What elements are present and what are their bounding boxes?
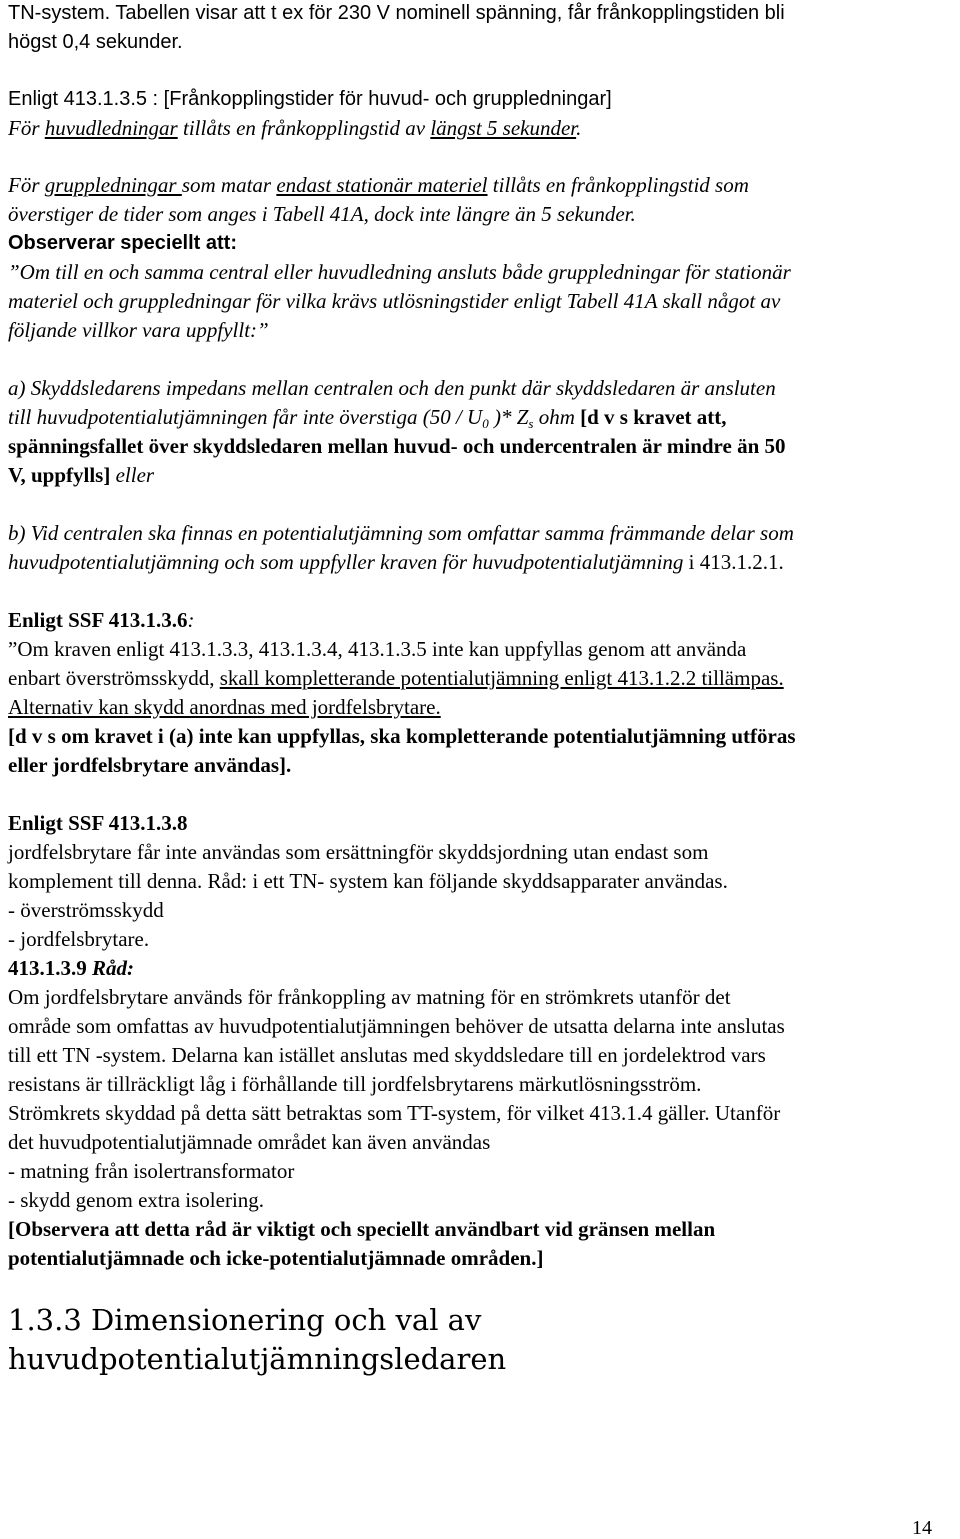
observera-note-line-2: potentialutjämnade och icke-potentialutjämnade områden.]: [8, 1246, 544, 1270]
rad-list-item-1: - matning från isolertransformator: [8, 1159, 295, 1183]
condition-a-line-2: [8, 405, 727, 431]
page-number: 14: [912, 1517, 932, 1539]
condition-a-line-3: spänningsfallet över skyddsledaren mellan huvud- och undercentralen är mindre än 50: [8, 434, 786, 458]
ssf-quote-line-2: [8, 668, 784, 689]
quote-line-2: materiel och gruppledningar för vilka krävs utlösningstider enligt Tabell 41A skall något av: [8, 289, 781, 313]
observera-note-line-1: [Observera att detta råd är viktigt och speciellt användbart vid gränsen mellan: [8, 1217, 716, 1241]
heading-413139: [8, 958, 134, 979]
section-heading-line-2: huvudpotentialutjämningsledaren: [8, 1342, 507, 1376]
intro-line-2: högst 0,4 sekunder.: [8, 31, 183, 53]
section-heading-line-1: 1.3.3 Dimensionering och val av: [8, 1303, 482, 1337]
bold-italic-run: Råd:: [92, 956, 134, 980]
text-run: tillåts en frånkopplingstid som: [487, 173, 749, 197]
heading-413138: Enligt SSF 413.1.3.8: [8, 811, 188, 835]
quote-line-3: följande villkor vara uppfyllt:”: [8, 318, 269, 342]
ssf-quote-line-1: ”Om kraven enligt 413.1.3.3, 413.1.3.4, 413.1.3.5 inte kan uppfyllas genom att använda: [8, 637, 747, 661]
ssf-quote-line-3: Alternativ kan skydd anordnas med jordfelsbrytare.: [8, 695, 441, 719]
jfb-line-1: jordfelsbrytare får inte användas som ersättningför skyddsjordning utan endast som: [8, 840, 709, 864]
text-run: För: [8, 173, 45, 197]
text-run: tillåts en frånkopplingstid av: [177, 116, 431, 140]
text-run: i 413.1.2.1.: [683, 550, 784, 574]
observerar-label: Observerar speciellt att:: [8, 232, 237, 254]
text-run: För: [8, 116, 45, 140]
underlined-run: längst 5 sekunder: [430, 116, 577, 140]
condition-a-line-4: [8, 465, 154, 486]
underlined-run: gruppledningar: [44, 173, 182, 197]
ssf-note-line-2: eller jordfelsbrytare användas].: [8, 753, 292, 777]
text-run: .: [576, 116, 582, 140]
jfb-list-item-1: - överströmsskydd: [8, 898, 164, 922]
underlined-run: skall kompletterande potentialutjämning enligt 413.1.2.2 tillämpas.: [219, 666, 784, 690]
rad-line-2: område som omfattas av huvudpotentialutjämningen behöver de utsatta delarna inte anslutas: [8, 1014, 785, 1038]
text-run: eller: [110, 463, 155, 487]
subscript: s: [528, 416, 534, 431]
heading-413135: Enligt 413.1.3.5 : [Frånkopplingstider för huvud- och gruppledningar]: [8, 88, 612, 110]
bold-run: 413.1.3.9: [8, 956, 92, 980]
rad-line-3: till ett TN -system. Delarna kan istället anslutas med skyddsledare till en jordelektrod vars: [8, 1043, 766, 1067]
huvudledningar-line: [8, 118, 581, 139]
rad-list-item-2: - skydd genom extra isolering.: [8, 1188, 265, 1212]
underlined-run: huvudledningar: [44, 116, 178, 140]
heading-413136: [8, 610, 195, 631]
bold-run: Enligt SSF 413.1.3.6: [8, 608, 188, 632]
condition-a-line-1: a) Skyddsledarens impedans mellan centralen och den punkt där skyddsledaren är ansluten: [8, 376, 776, 400]
gruppledningar-line: [8, 175, 749, 196]
text-run: )* Z: [488, 405, 529, 429]
bold-run: V, uppfylls]: [8, 463, 111, 487]
tabell-line: överstiger de tider som anges i Tabell 41A, dock inte längre än 5 sekunder.: [8, 202, 636, 226]
text-run: :: [187, 608, 195, 632]
text-run: enbart överströmsskydd,: [8, 666, 220, 690]
rad-line-5: Strömkrets skyddad på detta sätt betraktas som TT-system, för vilket 413.1.4 gäller. Utanför: [8, 1101, 781, 1125]
text-run: ohm: [533, 405, 581, 429]
jfb-list-item-2: - jordfelsbrytare.: [8, 927, 150, 951]
intro-line-1: TN-system. Tabellen visar att t ex för 230 V nominell spänning, får frånkopplingstiden bli: [8, 2, 785, 24]
text-run: huvudpotentialutjämning och som uppfyller kraven för huvudpotentialutjämning: [8, 550, 684, 574]
text-run: som matar: [181, 173, 277, 197]
rad-line-1: Om jordfelsbrytare används för frånkoppling av matning för en strömkrets utanför det: [8, 985, 731, 1009]
bold-run: [d v s kravet att,: [580, 405, 727, 429]
underlined-run: endast stationär materiel: [276, 173, 488, 197]
condition-b-line-2: [8, 552, 784, 573]
text-run: till huvudpotentialutjämningen får inte överstiga (50 / U: [8, 405, 483, 429]
quote-line-1: ”Om till en och samma central eller huvudledning ansluts både gruppledningar för stationär: [8, 260, 791, 284]
ssf-note-line-1: [d v s om kravet i (a) inte kan uppfyllas, ska kompletterande potentialutjämning utföras: [8, 724, 796, 748]
rad-line-6: det huvudpotentialutjämnade området kan även användas: [8, 1130, 491, 1154]
condition-b-line-1: b) Vid centralen ska finnas en potentialutjämning som omfattar samma främmande delar som: [8, 521, 794, 545]
rad-line-4: resistans är tillräckligt låg i förhållande till jordfelsbrytarens märkutlösningsström.: [8, 1072, 702, 1096]
subscript: 0: [482, 416, 489, 431]
jfb-line-2: komplement till denna. Råd: i ett TN- system kan följande skyddsapparater användas.: [8, 869, 728, 893]
